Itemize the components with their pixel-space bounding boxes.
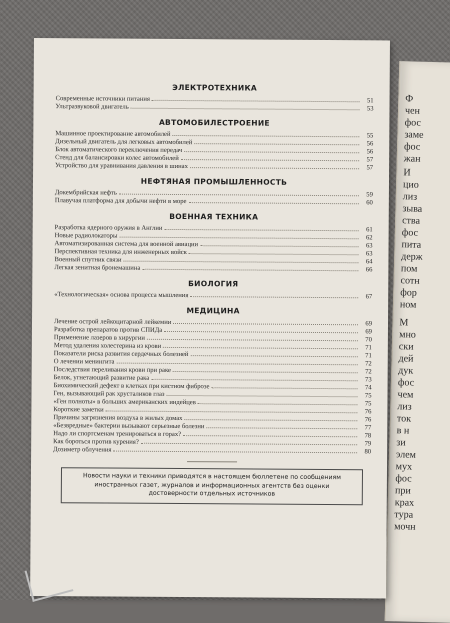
entry-page-number: 63 [365, 242, 373, 250]
entry-title: О лечении менингита [53, 358, 115, 366]
adjacent-page-text-fragment: зи [396, 437, 406, 449]
adjacent-page-text-fragment: пом [400, 263, 418, 275]
entry-title: Блок автоматического переключения передач [55, 146, 183, 155]
toc-section [55, 82, 373, 113]
section-title: БИОЛОГИЯ [188, 279, 239, 289]
adjacent-page-text-fragment: сотн [400, 275, 420, 287]
dot-leader [211, 387, 357, 389]
adjacent-page-text-fragment: фос [401, 227, 419, 239]
entry-page-number: 60 [366, 199, 373, 207]
adjacent-page-text-fragment: дей [398, 353, 414, 365]
entry-title: Военный спутник связи [54, 256, 122, 264]
dot-leader [190, 167, 359, 169]
entry-title: Разработка препаратов против СПИДа [53, 326, 163, 334]
entry-page-number: 62 [365, 234, 373, 242]
entry-title: Последствия переливания крови при раке [53, 366, 171, 374]
adjacent-page-text-fragment: мочн [394, 521, 416, 533]
entry-title: Причины загрязнения воздуха в жилых домах [53, 414, 183, 423]
entry-title: Показатели риска развития сердечных болезней [53, 350, 189, 359]
entry-page-number: 69 [365, 328, 372, 336]
entry-page-number: 63 [365, 250, 373, 258]
dot-leader [123, 261, 358, 264]
entry-page-number: 73 [365, 376, 372, 384]
adjacent-page-text-fragment: лиз [397, 401, 412, 413]
dot-leader [173, 135, 360, 137]
dot-leader [198, 403, 358, 405]
adjacent-page-text-fragment: при [394, 485, 411, 497]
entry-title: Устройство для уравнивания давления в шинах [55, 162, 188, 171]
adjacent-page-text-fragment: М [399, 317, 409, 329]
entry-page-number: 75 [364, 400, 372, 408]
dot-leader [113, 451, 357, 454]
toc-entry [55, 197, 373, 207]
entry-title: Ультразвуковой двигатель [55, 103, 129, 111]
dot-leader [163, 347, 358, 349]
toc-section [55, 176, 373, 207]
contents-page [30, 38, 390, 598]
toc-section [54, 211, 372, 274]
dot-leader [184, 151, 359, 153]
toc-entry [55, 103, 373, 113]
entry-title: Лечение острой лейкоцитарной лейкемии [53, 318, 172, 326]
adjacent-page-text-fragment: ски [398, 341, 414, 353]
entry-page-number: 57 [366, 156, 374, 164]
entry-title: «Ген полноты» в больших американских индейцев [53, 398, 196, 407]
entry-page-number: 56 [366, 140, 374, 148]
dot-leader [164, 229, 358, 231]
adjacent-page-text-fragment: фос [404, 117, 422, 129]
adjacent-page-text-fragment: мно [399, 329, 417, 341]
entry-title: Применение лазеров в хирургии [53, 334, 145, 342]
dot-leader [106, 411, 358, 414]
adjacent-page-text-fragment: дук [398, 365, 414, 377]
adjacent-page-text-fragment: И [403, 167, 411, 179]
adjacent-page-text-fragment: ток [396, 413, 412, 425]
entry-page-number: 72 [365, 368, 372, 376]
toc-entry [54, 291, 372, 301]
toc-section [55, 117, 373, 172]
entry-page-number: 76 [364, 416, 372, 424]
entry-title: Ген, вызывающий рак хрусталиков глаз [53, 390, 165, 398]
entry-title: Машинное проектирование автомобилей [55, 130, 171, 138]
section-title: МЕДИЦИНА [186, 306, 240, 316]
entry-page-number: 75 [364, 392, 372, 400]
entry-title: Дизельный двигатель для легковых автомобилей [55, 138, 193, 147]
adjacent-page-text-fragment: чем [397, 389, 414, 401]
dot-leader [190, 296, 358, 298]
dot-leader [181, 159, 359, 161]
entry-page-number: 72 [365, 360, 372, 368]
dot-leader [200, 245, 358, 247]
entry-page-number: 74 [364, 384, 372, 392]
dot-leader [147, 339, 358, 341]
dot-leader [151, 379, 357, 381]
dot-leader [194, 143, 359, 145]
dot-leader [142, 269, 358, 272]
toc-entry [53, 446, 371, 456]
notice-box: Новости науки и техники приводятся в настоящем бюллетене по сообщениям иностранных газет, журналов и информационных агентств без оценки достоверности отдельных источников [61, 467, 363, 505]
toc-entry [54, 264, 372, 274]
entry-page-number: 51 [366, 97, 374, 105]
toc-entry [55, 162, 373, 172]
entry-title: Плавучая платформа для добычи нефти в море [54, 197, 187, 206]
entry-title: Дозиметр облучения [53, 446, 112, 454]
entry-page-number: 70 [365, 336, 372, 344]
adjacent-page-text-fragment: элем [395, 449, 417, 461]
entry-page-number: 57 [366, 164, 374, 172]
entry-page-number: 66 [365, 266, 373, 274]
adjacent-page-text-fragment: жан [403, 153, 421, 165]
dot-leader [116, 363, 357, 366]
entry-page-number: 56 [366, 148, 374, 156]
entry-page-number: 55 [366, 132, 374, 140]
dot-leader [188, 202, 358, 204]
entry-page-number: 77 [364, 424, 372, 432]
dot-leader [131, 108, 360, 111]
entry-title: Биохимический дефект в клетках при кистном фиброзе [53, 382, 210, 391]
toc-section [53, 305, 372, 456]
adjacent-page-text-fragment: в н [396, 425, 410, 437]
entry-title: Докембрийская нефть [54, 189, 117, 197]
adjacent-page-text-fragment: фос [397, 377, 415, 389]
dot-leader [183, 435, 357, 437]
dot-leader [190, 355, 357, 357]
adjacent-page-text-fragment: фос [403, 141, 421, 153]
section-title: ВОЕННАЯ ТЕХНИКА [169, 211, 259, 222]
adjacent-page-text-fragment: фор [400, 287, 417, 299]
entry-title: Современные источники питания [55, 95, 150, 103]
adjacent-page-text-fragment: ства [402, 215, 421, 227]
entry-title: Перспективная техника для инженерных войск [54, 248, 187, 257]
entry-title: Стенд для балансировки колес автомобилей [55, 154, 179, 163]
entry-page-number: 67 [365, 293, 373, 301]
entry-page-number: 69 [365, 320, 373, 328]
adjacent-page-text-fragment: ном [399, 299, 417, 311]
entry-title: Разработка ядерного оружия в Англии [54, 224, 163, 232]
section-title: ЭЛЕКТРОТЕХНИКА [172, 82, 258, 93]
section-title: АВТОМОБИЛЕСТРОЕНИЕ [158, 117, 270, 128]
adjacent-page-text-fragment: пита [401, 239, 422, 251]
adjacent-page-text-fragment: тура [394, 509, 414, 521]
entry-page-number: 80 [364, 448, 372, 456]
entry-page-number: 79 [364, 440, 372, 448]
dot-leader [152, 100, 360, 102]
entry-title: Автоматизированная система для военной авиации [54, 240, 199, 249]
adjacent-page-text-fragment: фос [395, 473, 412, 485]
entry-page-number: 64 [365, 258, 373, 266]
adjacent-page-text-fragment: держ [401, 251, 423, 263]
table-of-contents [53, 76, 374, 505]
entry-title: Короткие заметки [53, 406, 104, 414]
dot-leader [206, 427, 357, 429]
dot-leader [173, 323, 358, 325]
adjacent-page-text-fragment: заме [404, 129, 424, 141]
adjacent-page-text-fragment: цио [402, 179, 419, 191]
entry-page-number: 71 [365, 352, 372, 360]
entry-title: Надо ли спортсменам тренироваться в горах? [53, 430, 182, 439]
entry-page-number: 78 [364, 432, 372, 440]
dot-leader [141, 443, 357, 446]
adjacent-page-text-fragment: чен [404, 105, 421, 117]
dot-leader [173, 371, 358, 373]
dot-leader [119, 194, 359, 197]
entry-page-number: 53 [366, 105, 374, 113]
entry-page-number: 76 [364, 408, 372, 416]
adjacent-page-text-fragment: крах [394, 497, 415, 509]
entry-page-number: 61 [366, 226, 373, 234]
entry-page-number: 59 [366, 191, 373, 199]
toc-section [54, 278, 372, 301]
dot-leader [119, 237, 358, 240]
dot-leader [189, 253, 359, 255]
section-title: НЕФТЯНАЯ ПРОМЫШЛЕННОСТЬ [140, 176, 288, 187]
adjacent-page-text-fragment: зыва [402, 203, 423, 215]
entry-title: Как бороться против курения? [53, 438, 139, 446]
entry-title: Белок, угнетающий развитие рака [53, 374, 150, 382]
separator-rule [187, 461, 237, 462]
entry-page-number: 71 [365, 344, 372, 352]
adjacent-page-text-fragment: лиз [402, 191, 418, 203]
dot-leader [184, 419, 357, 421]
dot-leader [167, 395, 358, 397]
dot-leader [164, 331, 358, 333]
entry-title: «Безвредные» бактерии вызывают серьезные болезни [53, 422, 205, 431]
entry-title: Новые радиолокаторы [54, 232, 118, 240]
adjacent-page-text-fragment: Ф [405, 93, 414, 105]
entry-title: Легкая зенитная бронемашина [54, 264, 141, 272]
adjacent-page-text-fragment: мух [395, 461, 413, 473]
entry-title: Метод удаления холестерина из крови [53, 342, 162, 350]
entry-title: «Технологическая» основа процесса мышления [54, 291, 189, 300]
